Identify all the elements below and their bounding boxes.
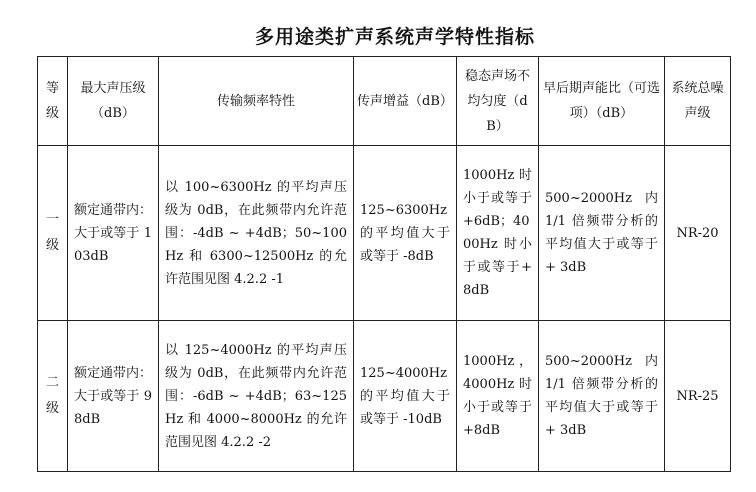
cell-gain: 125~4000Hz 的平均值大于或等于 -10dB [354,321,457,472]
cell-uniformity: 1000Hz 时小于或等于+6dB；4000Hz 时小于或等于+8dB [457,146,539,321]
table-row [38,146,731,321]
header-grade: 等级 [38,57,68,146]
cell-noise: NR-25 [665,321,731,472]
cell-grade [38,321,68,472]
cell-uniformity: 1000Hz，4000Hz 时小于或等于+8dB [457,321,539,472]
cell-freq-response: 以 100~6300Hz 的平均声压级为 0dB，在此频带内允许范围：-4dB ~ +4dB；50~100Hz 和 6300~12500Hz 的允许范围见图 4.2.2 -1 [159,146,354,321]
cell-freq-response: 以 125~4000Hz 的平均声压级为 0dB，在此频带内允许范围：-6dB ~ +4dB；63~125Hz 和 4000~8000Hz 的允许范围见图 4.2.2 -2 [159,321,354,472]
header-early-late-ratio: 早后期声能比（可选项）（dB） [539,57,665,146]
header-noise: 系统总噪声级 [665,57,731,146]
grade-label: 一级 [45,212,59,253]
cell-max-spl: 额定通带内：大于或等于 103dB [68,146,159,321]
cell-early-late-ratio: 500~2000Hz 内 1/1 倍频带分析的平均值大于或等于+ 3dB [539,321,665,472]
header-gain: 传声增益（dB） [354,57,457,146]
acoustic-spec-table [37,56,731,472]
header-max-spl: 最大声压级（dB） [68,57,159,146]
header-uniformity: 稳态声场不均匀度（dB） [457,57,539,146]
header-row [38,57,731,146]
grade-label: 二级 [45,375,59,416]
cell-early-late-ratio: 500~2000Hz 内 1/1 倍频带分析的平均值大于或等于+ 3dB [539,146,665,321]
cell-max-spl: 额定通带内：大于或等于 98dB [68,321,159,472]
cell-grade [38,146,68,321]
table-title: 多用途类扩声系统声学特性指标 [254,26,535,48]
cell-gain: 125~6300Hz 的平均值大于或等于 -8dB [354,146,457,321]
header-freq-response: 传输频率特性 [159,57,354,146]
table-row [38,321,731,472]
cell-noise: NR-20 [665,146,731,321]
